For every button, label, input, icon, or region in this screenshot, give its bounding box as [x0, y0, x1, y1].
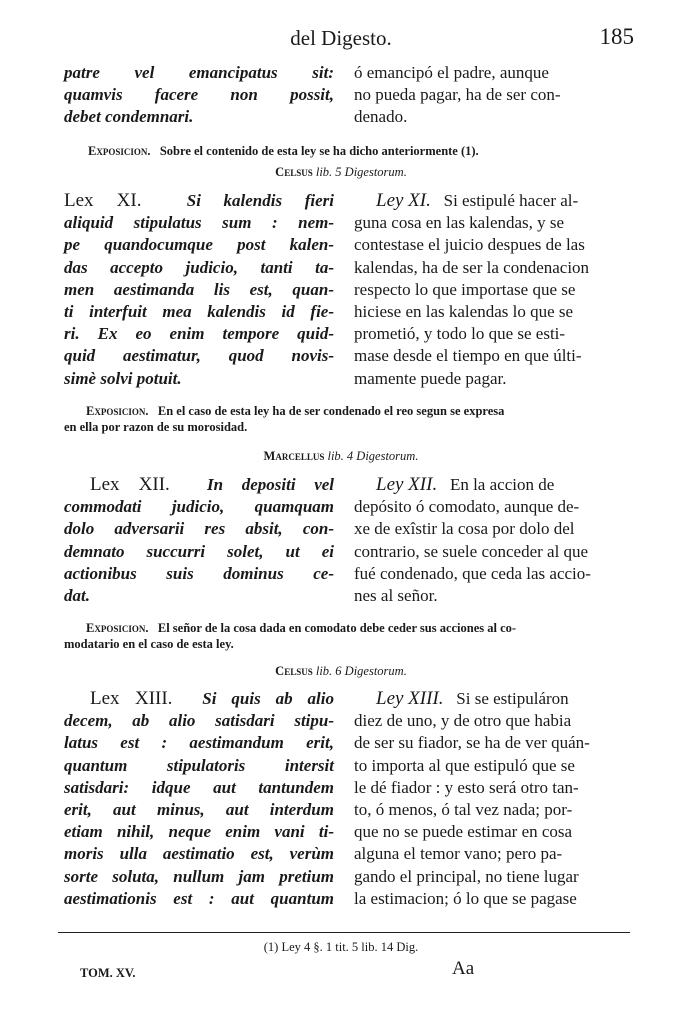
text-line: ri. Ex eo enim tempore quid-	[64, 324, 334, 344]
text-line: actionibus suis dominus ce-	[64, 563, 334, 583]
text-line: diez de uno, y de otro que habia	[354, 711, 572, 731]
text-line: contestase el juicio despues de las	[354, 235, 585, 255]
ley-heading: Ley XI.	[376, 190, 431, 211]
text-line: depósito ó comodato, aunque de-	[354, 497, 580, 517]
text-line: En la accion de	[449, 475, 555, 494]
source-citation-celsus-6	[0, 664, 682, 679]
lex-heading: Lex XIII.	[90, 688, 173, 709]
text-line: aliquid stipulatus sum : nem-	[64, 213, 334, 233]
exposicion-label: Exposicion.	[88, 144, 151, 158]
source-citation-celsus-5	[0, 165, 682, 180]
text-line: men aestimanda lis est, quan-	[64, 279, 334, 299]
text-line: le dé fiador : y esto será otro tan-	[354, 777, 579, 797]
text-line: In depositi vel	[207, 475, 335, 494]
printer-signature-mark: Aa	[452, 958, 475, 979]
exposicion-text: en ella por razon de su morosidad.	[64, 420, 248, 434]
text-line: gando el principal, no tiene lugar	[354, 866, 579, 886]
text-line: decem, ab alio satisdari stipu-	[64, 711, 334, 731]
source-author: Marcellus	[263, 449, 325, 463]
text-line: patre vel emancipatus sit:	[64, 63, 334, 82]
source-rest: lib. 6 Digestorum.	[315, 664, 407, 678]
exposicion-1	[88, 143, 628, 159]
spanish-column-ley-xii	[354, 474, 626, 607]
text-line: de ser su fiador, se ha de ver quán-	[354, 733, 590, 753]
source-author: Celsus	[275, 664, 313, 678]
source-citation-marcellus-4	[0, 449, 682, 464]
source-rest: lib. 5 Digestorum.	[315, 165, 407, 179]
page-number: 185	[599, 24, 634, 49]
exposicion-text: En el caso de esta ley ha de ser condenado el reo segun se expresa	[157, 404, 505, 418]
lex-heading: Lex XI.	[64, 190, 142, 211]
footnote-rule	[58, 932, 630, 933]
text-line: aestimationis est : aut quantum	[64, 888, 334, 908]
text-line: satisdari: idque aut tantundem	[64, 777, 334, 797]
text-line: debet condemnari.	[64, 107, 194, 127]
text-line: hiciese en las kalendas lo que se	[354, 302, 574, 322]
latin-column-lex-xiii	[64, 688, 334, 910]
text-line: que no se puede estimar en cosa	[354, 822, 573, 842]
latin-column-1	[64, 62, 334, 129]
text-line: la estimacion; ó lo que se pagase	[354, 888, 577, 908]
text-line: das accepto judicio, tanti ta-	[64, 257, 334, 277]
text-line: latus est : aestimandum erit,	[64, 733, 334, 753]
spanish-column-ley-xi	[354, 190, 626, 390]
text-line: ti interfuit mea kalendis id fie-	[64, 302, 334, 322]
text-line: demnato succurri solet, ut ei	[64, 541, 334, 561]
text-line: dat.	[64, 586, 90, 606]
text-line: quantum stipulatoris intersit	[64, 755, 334, 775]
exposicion-2	[64, 403, 630, 435]
volume-signature: TOM. XV.	[80, 966, 136, 980]
exposicion-label: Exposicion.	[86, 621, 149, 635]
exposicion-3	[64, 620, 630, 652]
text-line: to, ó menos, ó tal vez nada; por-	[354, 800, 573, 820]
text-line: xe de exîstir la cosa por dolo del	[354, 519, 575, 539]
text-line: etiam nihil, neque enim vani ti-	[64, 822, 334, 842]
text-line: moris ulla aestimatio est, verùm	[64, 844, 334, 864]
source-rest: lib. 4 Digestorum.	[327, 449, 419, 463]
text-line: erit, aut minus, aut interdum	[64, 800, 334, 820]
text-line: nes al señor.	[354, 586, 438, 606]
text-line: sorte soluta, nullum jam pretium	[64, 866, 334, 886]
text-line: guna cosa en las kalendas, y se	[354, 213, 565, 233]
text-line: denado.	[354, 107, 408, 127]
text-line: pe quandocumque post kalen-	[64, 235, 334, 255]
spanish-column-ley-xiii	[354, 688, 626, 910]
ley-heading: Ley XII.	[376, 474, 438, 495]
text-line: kalendas, ha de ser la condenacion	[354, 257, 590, 277]
ley-heading: Ley XIII.	[376, 688, 444, 709]
text-line: prometió, y todo lo que se esti-	[354, 324, 566, 344]
spanish-column-1	[354, 62, 624, 129]
text-line: fué condenado, que ceda las accio-	[354, 563, 591, 583]
latin-column-lex-xii	[64, 474, 334, 607]
text-line: Si estipulé hacer al-	[443, 191, 579, 210]
text-line: mase desde el tiempo en que últi-	[354, 346, 582, 366]
running-title: del Digesto.	[290, 26, 392, 50]
text-line: quamvis facere non possit,	[64, 85, 334, 105]
text-line: to importa al que estipuló que se	[354, 755, 575, 775]
text-line: mamente puede pagar.	[354, 368, 507, 388]
text-line: no pueda pagar, ha de ser con-	[354, 85, 561, 105]
text-line: dolo adversarii res absit, con-	[64, 519, 334, 539]
latin-column-lex-xi	[64, 190, 334, 390]
text-line: alguna el temor vano; pero pa-	[354, 844, 563, 864]
text-line: respecto lo que importase que se	[354, 279, 576, 299]
exposicion-text: modatario en el caso de esta ley.	[64, 637, 234, 651]
text-line: commodati judicio, quamquam	[64, 497, 334, 517]
exposicion-text: El señor de la cosa dada en comodato debe ceder sus acciones al co-	[157, 621, 517, 635]
text-line: Si se estipuláron	[456, 689, 569, 708]
text-line: simè solvi potuit.	[64, 368, 182, 388]
text-line: Si kalendis fieri	[186, 191, 334, 210]
lex-heading: Lex XII.	[90, 474, 170, 495]
text-line: contrario, se suele conceder al que	[354, 541, 589, 561]
text-line: quid aestimatur, quod novis-	[64, 346, 334, 366]
exposicion-text: Sobre el contenido de esta ley se ha dicho anteriormente (1).	[159, 144, 479, 158]
source-author: Celsus	[275, 165, 313, 179]
footnote: (1) Ley 4 §. 1 tit. 5 lib. 14 Dig.	[263, 940, 419, 954]
exposicion-label: Exposicion.	[86, 404, 149, 418]
text-line: Si quis ab alio	[202, 689, 334, 708]
text-line: ó emancipó el padre, aunque	[354, 63, 549, 82]
